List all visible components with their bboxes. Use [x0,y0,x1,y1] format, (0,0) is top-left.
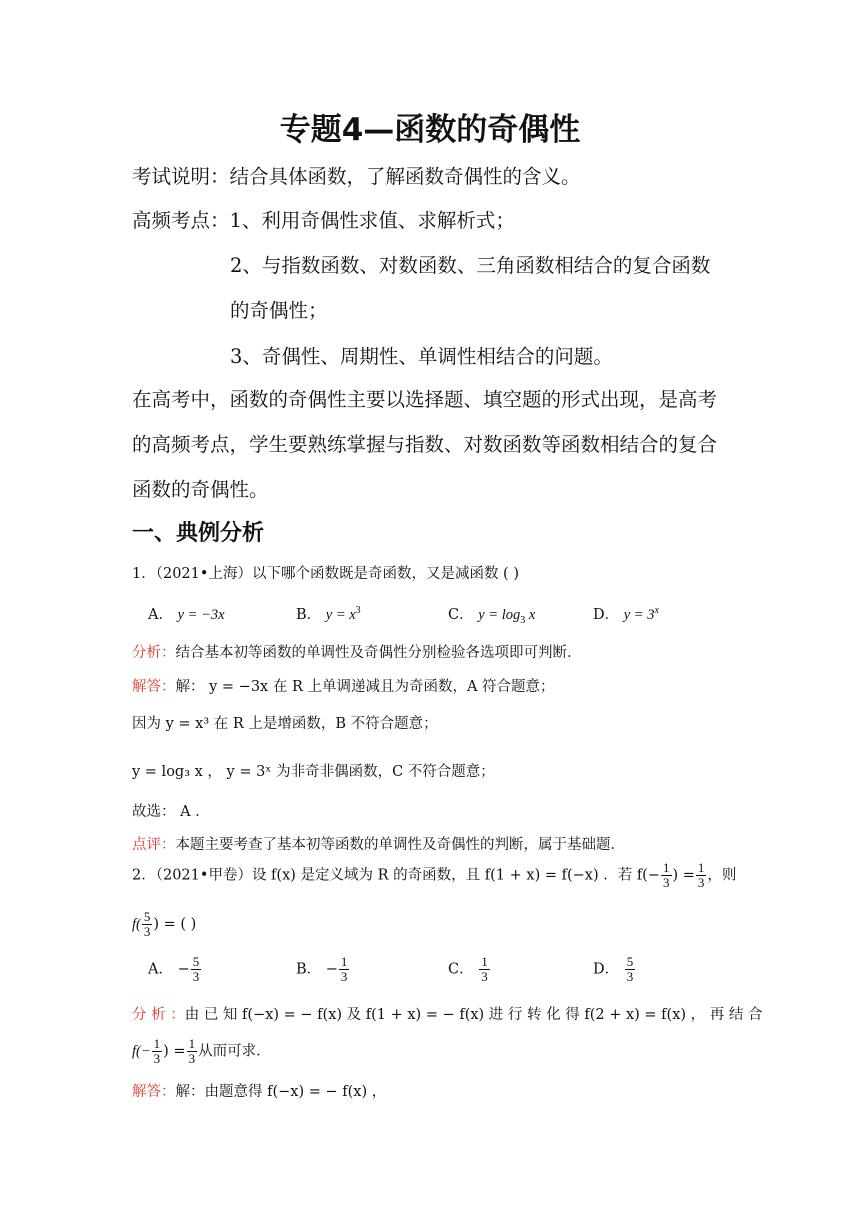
q1-option-c [448,603,535,624]
q2-analysis-line-2: f(− $\frac{1}{3}$ ) = $\frac{1}{3}$ 从而可求． [132,1036,271,1066]
q2-analysis-line-1 [132,1003,762,1024]
q1-source: （2021•上海） [155,566,252,582]
fraction: $\frac{1}{3}$ [340,954,348,984]
option-letter: D． [593,607,620,623]
page-title: 专题4—函数的奇偶性 [279,112,581,148]
q1-option-d [593,603,659,624]
q2-stem-text: 设 f(x) 是定义域为 R 的奇函数，且 f(1 + x) = f(−x) ．若 f(− [251,867,660,884]
option-expression-tail: x [525,607,536,623]
q2-ask: f( $\frac{5}{3}$ ) = ( ) [132,909,197,939]
option-log-base: 3 [520,614,526,626]
fraction: $\frac{5}{3}$ [626,954,634,984]
option-letter: B． [296,607,322,623]
option-letter: C． [448,607,474,623]
answer-label: 解答： [132,1084,176,1100]
fraction: $\frac{1}{3}$ [663,860,670,890]
section-heading: 一、典例分析 [132,521,265,546]
q1-answer-line-3: y = log₃ x ， y = 3ˣ 为非奇非偶函数，C 不符合题意； [132,764,495,780]
key-point-1: 1、利用奇偶性求值、求解析式； [229,209,515,232]
option-expression: y = −3x [177,607,225,623]
fraction: $\frac{1}{3}$ [188,1036,196,1066]
q1-option-a [148,603,225,624]
q2-option-c: C． $\frac{1}{3}$ [448,954,488,984]
q2-stem: 2．（2021•甲卷）设 f(x) 是定义域为 R 的奇函数，且 f(1 + x) = f(−x) ．若 f(− $\frac{1}{3}$ ) = $\frac{1}{3}$ ，则 [132,860,737,890]
q2-source: （2021•甲卷） [155,867,252,884]
fraction: $\frac{1}{3}$ [481,954,488,984]
answer-label: 解答： [132,679,176,695]
exam-description [132,161,581,189]
answer-text: 解： y = −3x 在 R 上单调递减且为奇函数，A 符合题意； [175,679,555,695]
q2-number: 2． [132,867,156,884]
option-expression: y = 3 [623,607,655,623]
option-exponent: x [654,605,659,617]
q1-comment [132,833,625,854]
q1-analysis [132,641,582,662]
intro-paragraph-line-2: 的高频考点，学生要熟练掌握与指数、对数函数等函数相结合的复合 [132,433,718,456]
exam-description-text: 结合具体函数，了解函数奇偶性的含义。 [229,165,581,188]
q1-stem [132,562,519,583]
key-point-2-line-1: 2、与指数函数、对数函数、三角函数相结合的复合函数 [230,254,711,277]
analysis-label: 分析： [132,645,176,661]
comment-label: 点评： [132,837,176,853]
intro-paragraph-line-3: 函数的奇偶性。 [132,478,269,501]
key-point-3: 3、奇偶性、周期性、单调性相结合的问题。 [230,345,613,368]
key-points-label: 高频考点： [132,209,230,232]
q1-answer-line-4: 故选： A ． [132,804,210,820]
q2-answer-line-1 [132,1080,386,1101]
key-points-line-1 [132,205,515,233]
q1-question: 以下哪个函数既是奇函数，又是减函数 ( ) [251,566,519,582]
answer-text: 解：由题意得 f(−x) = − f(x) ， [175,1084,387,1100]
option-expression: y = log [478,607,521,623]
intro-paragraph-line-1: 在高考中，函数的奇偶性主要以选择题、填空题的形式出现，是高考 [132,388,718,411]
q1-answer-line-1 [132,675,555,696]
q2-option-d: D． $\frac{5}{3}$ [593,954,634,984]
analysis-text: 结合基本初等函数的单调性及奇偶性分别检验各选项即可判断． [175,645,582,661]
analysis-label: 分 析 ： [132,1007,185,1023]
q1-option-b [296,603,361,624]
key-point-2-line-2: 的奇偶性； [230,299,328,322]
fraction: $\frac{1}{3}$ [697,860,705,890]
q1-answer-line-2: 因为 y = x³ 在 R 上是增函数，B 不符合题意； [132,716,438,732]
fraction: $\frac{5}{3}$ [143,909,151,939]
q2-option-a: A． − $\frac{5}{3}$ [148,954,200,984]
fraction: $\frac{5}{3}$ [192,954,200,984]
analysis-text: 由 已 知 f(−x) = − f(x) 及 f(1 + x) = − f(x) 进 行 转 化 得 f(2 + x) = f(x) ， 再 结 合 [184,1007,763,1023]
comment-text: 本题主要考查了基本初等函数的单调性及奇偶性的判断，属于基础题． [175,837,625,853]
q1-number: 1． [132,566,156,582]
fraction: $\frac{1}{3}$ [153,1036,161,1066]
q2-option-b: B． − $\frac{1}{3}$ [296,954,348,984]
exam-description-label: 考试说明： [132,165,230,188]
option-exponent: 3 [355,605,361,617]
option-expression: y = x [325,607,356,623]
option-letter: A． [148,607,173,623]
